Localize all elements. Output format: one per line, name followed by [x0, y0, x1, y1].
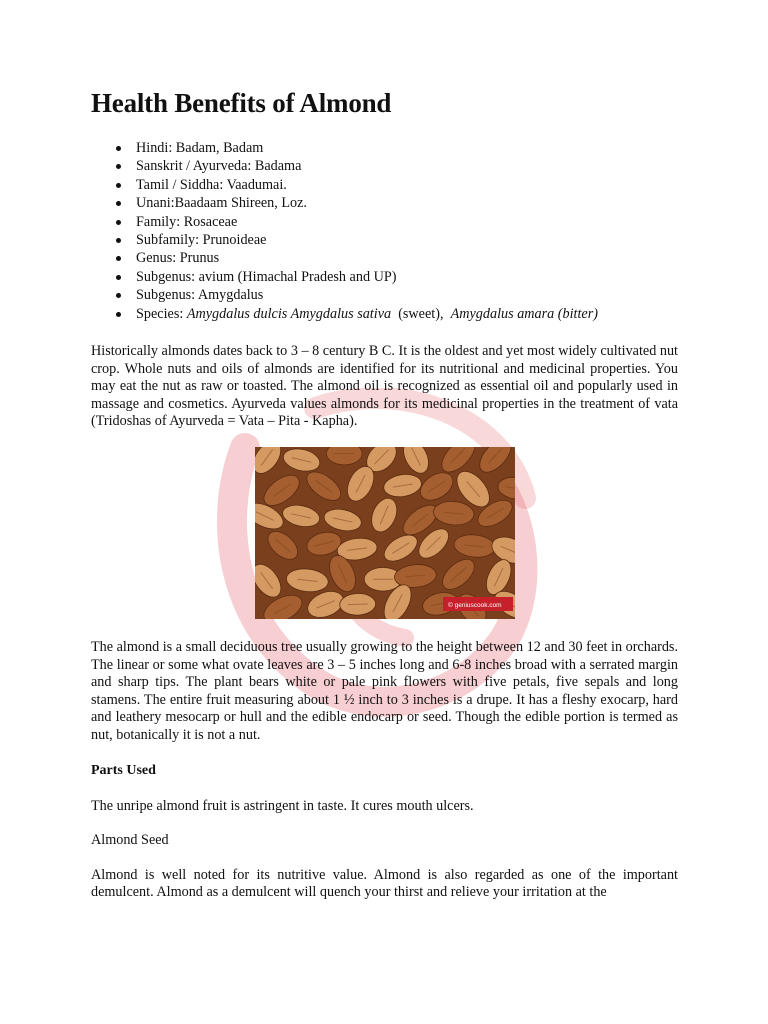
list-item: Tamil / Siddha: Vaadumai. [136, 176, 678, 194]
species-bitter-latin: Amygdalus amara (bitter) [450, 305, 598, 322]
list-item: Unani:Baadaam Shireen, Loz. [136, 194, 678, 212]
species-sweet-latin: Amygdalus dulcis Amygdalus sativa [186, 305, 392, 322]
photo-credit: © geniuscook.com [448, 602, 502, 610]
parts-used-heading: Parts Used [91, 762, 156, 778]
document-page [91, 88, 678, 902]
unripe-paragraph: The unripe almond fruit is astringent in taste. It cures mouth ulcers. [91, 797, 474, 814]
species-label: Species: [136, 305, 187, 322]
almond-photo [255, 447, 515, 619]
description-paragraph: The almond is a small deciduous tree usually growing to the height between 12 and 30 feet in orchards. The linear or some what ovate leaves are 3 – 5 inches long and 6-8 inches broad with a serrated margin and sharp tips. The plant bears white or pale pink flowers with five petals, five sepals and long stamens. The entire fruit measuring about 1 ½ inch to 3 inches is a drupe. It has a fleshy exocarp, hard and leathery mesocarp or hull and the edible endocarp or seed. Though the edible portion is termed as nut, botanically it is not a nut. [91, 639, 678, 744]
list-item: Genus: Prunus [136, 249, 678, 267]
list-item: Hindi: Badam, Badam [136, 139, 678, 157]
almond-ridge [348, 604, 368, 605]
species-sweet-text: (sweet), [391, 305, 451, 322]
almond-image [255, 447, 515, 619]
list-item: Sanskrit / Ayurveda: Badama [136, 157, 678, 175]
list-item: Family: Rosaceae [136, 213, 678, 231]
list-item: Subgenus: Amygdalus [136, 286, 678, 304]
almond-seed-heading: Almond Seed [91, 832, 169, 849]
list-item: Subfamily: Prunoideae [136, 231, 678, 249]
list-item-species [136, 305, 678, 323]
seed-paragraph: Almond is well noted for its nutritive value. Almond is also regarded as one of the important demulcent. Almond as a demulcent will quench your thirst and relieve your irritation at the [91, 866, 678, 901]
list-item: Subgenus: avium (Himachal Pradesh and UP) [136, 268, 678, 286]
intro-paragraph: Historically almonds dates back to 3 – 8 century B C. It is the oldest and yet most widely cultivated nut crop. Whole nuts and oils of almonds are identified for its nutritional and medicinal properties. You may eat the nut as raw or toasted. The almond oil is recognized as essential oil and popularly used in massage and cosmetics. Ayurveda values almonds for its medicinal properties in the treatment of vata (Tridoshas of Ayurveda = Vata – Pita - Kapha). [91, 343, 678, 430]
document-title: Health Benefits of Almond [91, 88, 392, 118]
names-list [91, 139, 678, 323]
